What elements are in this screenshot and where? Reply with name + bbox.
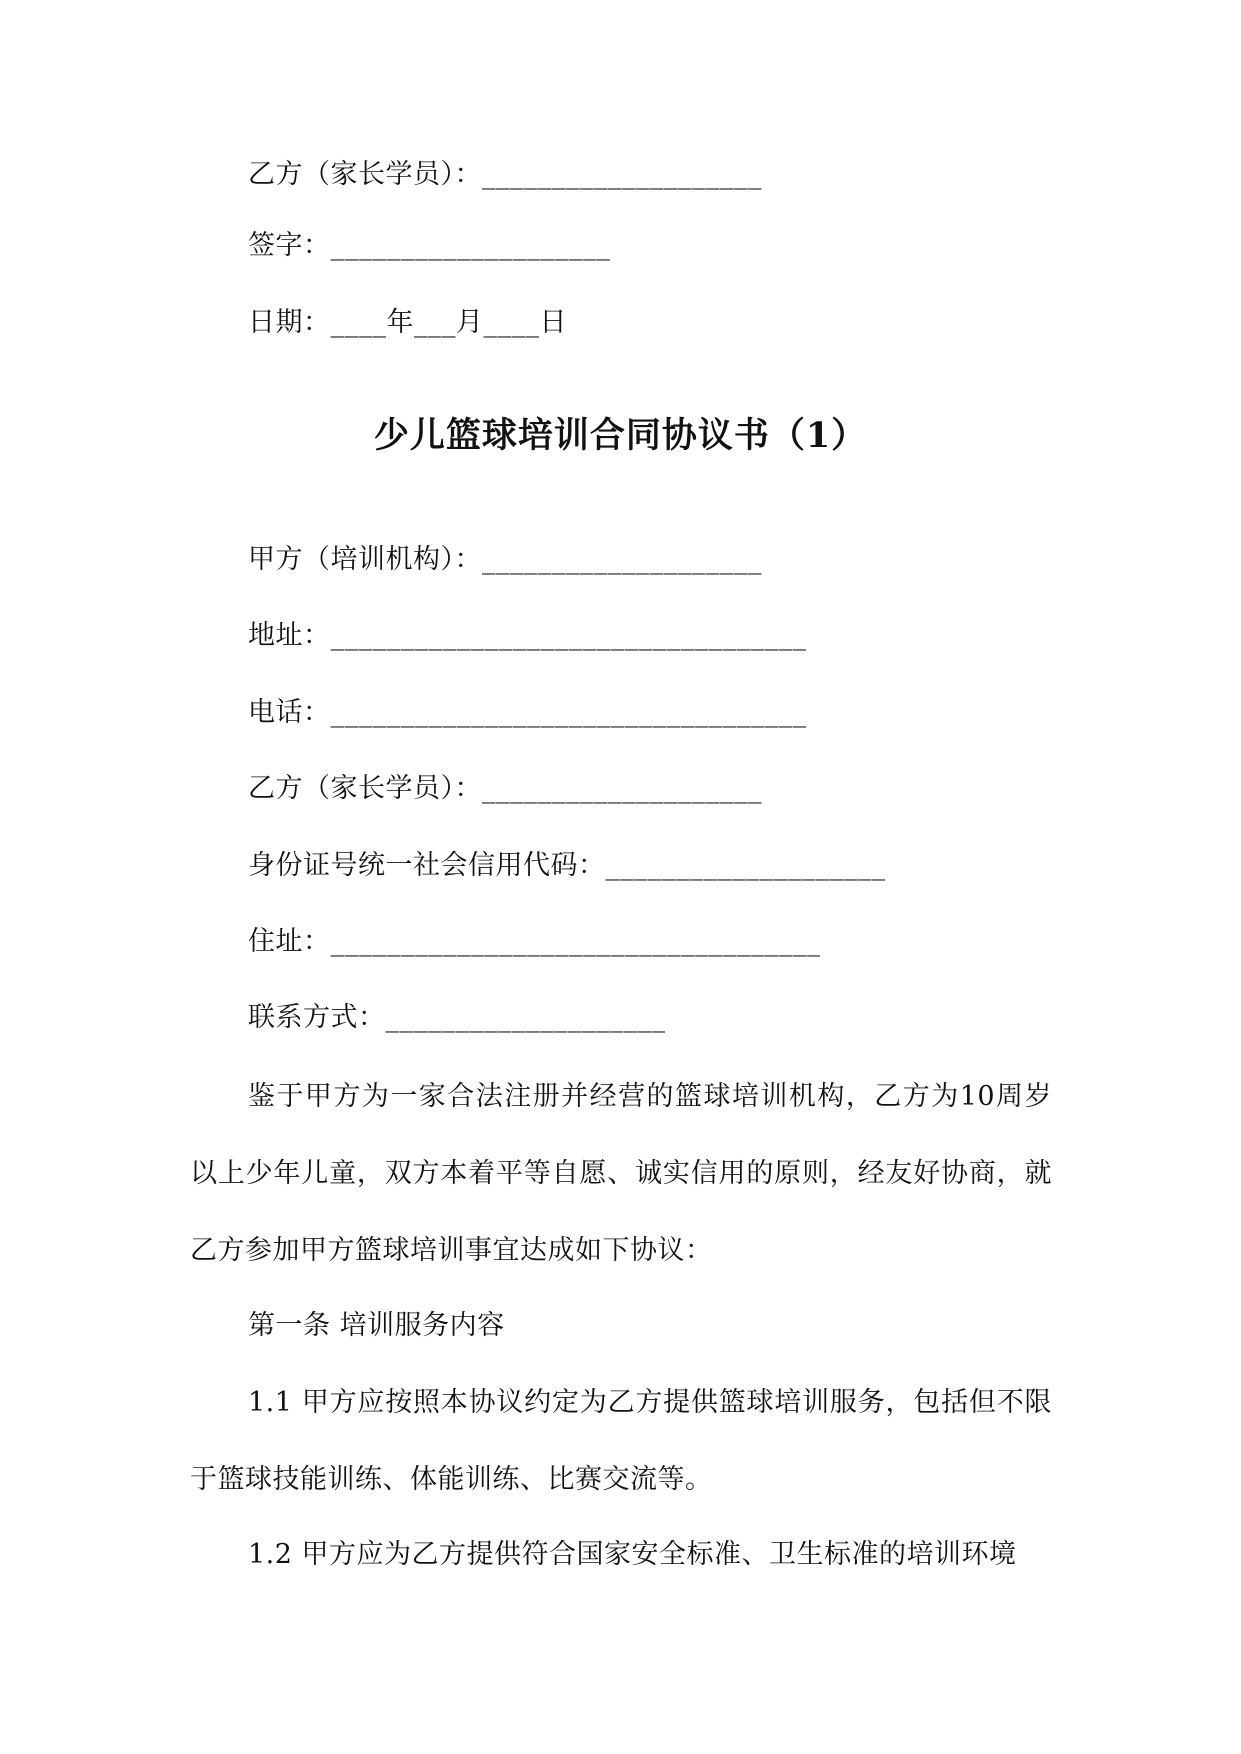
field-address: 地址：__________________________________ bbox=[248, 620, 807, 651]
signature-date-line: 日期：____年___月____日 bbox=[248, 307, 567, 338]
clause-1-1: 1.1 甲方应按照本协议约定为乙方提供篮球培训服务，包括但不限于篮球技能训练、体能训练、比赛交流等。 bbox=[190, 1387, 1052, 1495]
signature-party-b-line: 乙方（家长学员）：____________________ bbox=[248, 159, 762, 190]
field-residence: 住址：___________________________________ bbox=[248, 926, 821, 957]
signature-sign-line: 签字：____________________ bbox=[248, 230, 611, 261]
field-contact: 联系方式：____________________ bbox=[248, 1002, 666, 1033]
field-party-a: 甲方（培训机构）：____________________ bbox=[248, 544, 762, 575]
field-phone: 电话：__________________________________ bbox=[248, 697, 807, 728]
field-id-number: 身份证号统一社会信用代码：____________________ bbox=[248, 850, 886, 881]
article-1-heading: 第一条 培训服务内容 bbox=[248, 1310, 505, 1341]
document-title: 少儿篮球培训合同协议书（1） bbox=[373, 415, 868, 456]
preamble-paragraph: 鉴于甲方为一家合法注册并经营的篮球培训机构，乙方为10周岁以上少年儿童，双方本着平等自愿、诚实信用的原则，经友好协商，就乙方参加甲方篮球培训事宜达成如下协议： bbox=[190, 1081, 1052, 1266]
clause-1-2: 1.2 甲方应为乙方提供符合国家安全标准、卫生标准的培训环境 bbox=[248, 1539, 1017, 1570]
field-party-b: 乙方（家长学员）：____________________ bbox=[248, 773, 762, 804]
